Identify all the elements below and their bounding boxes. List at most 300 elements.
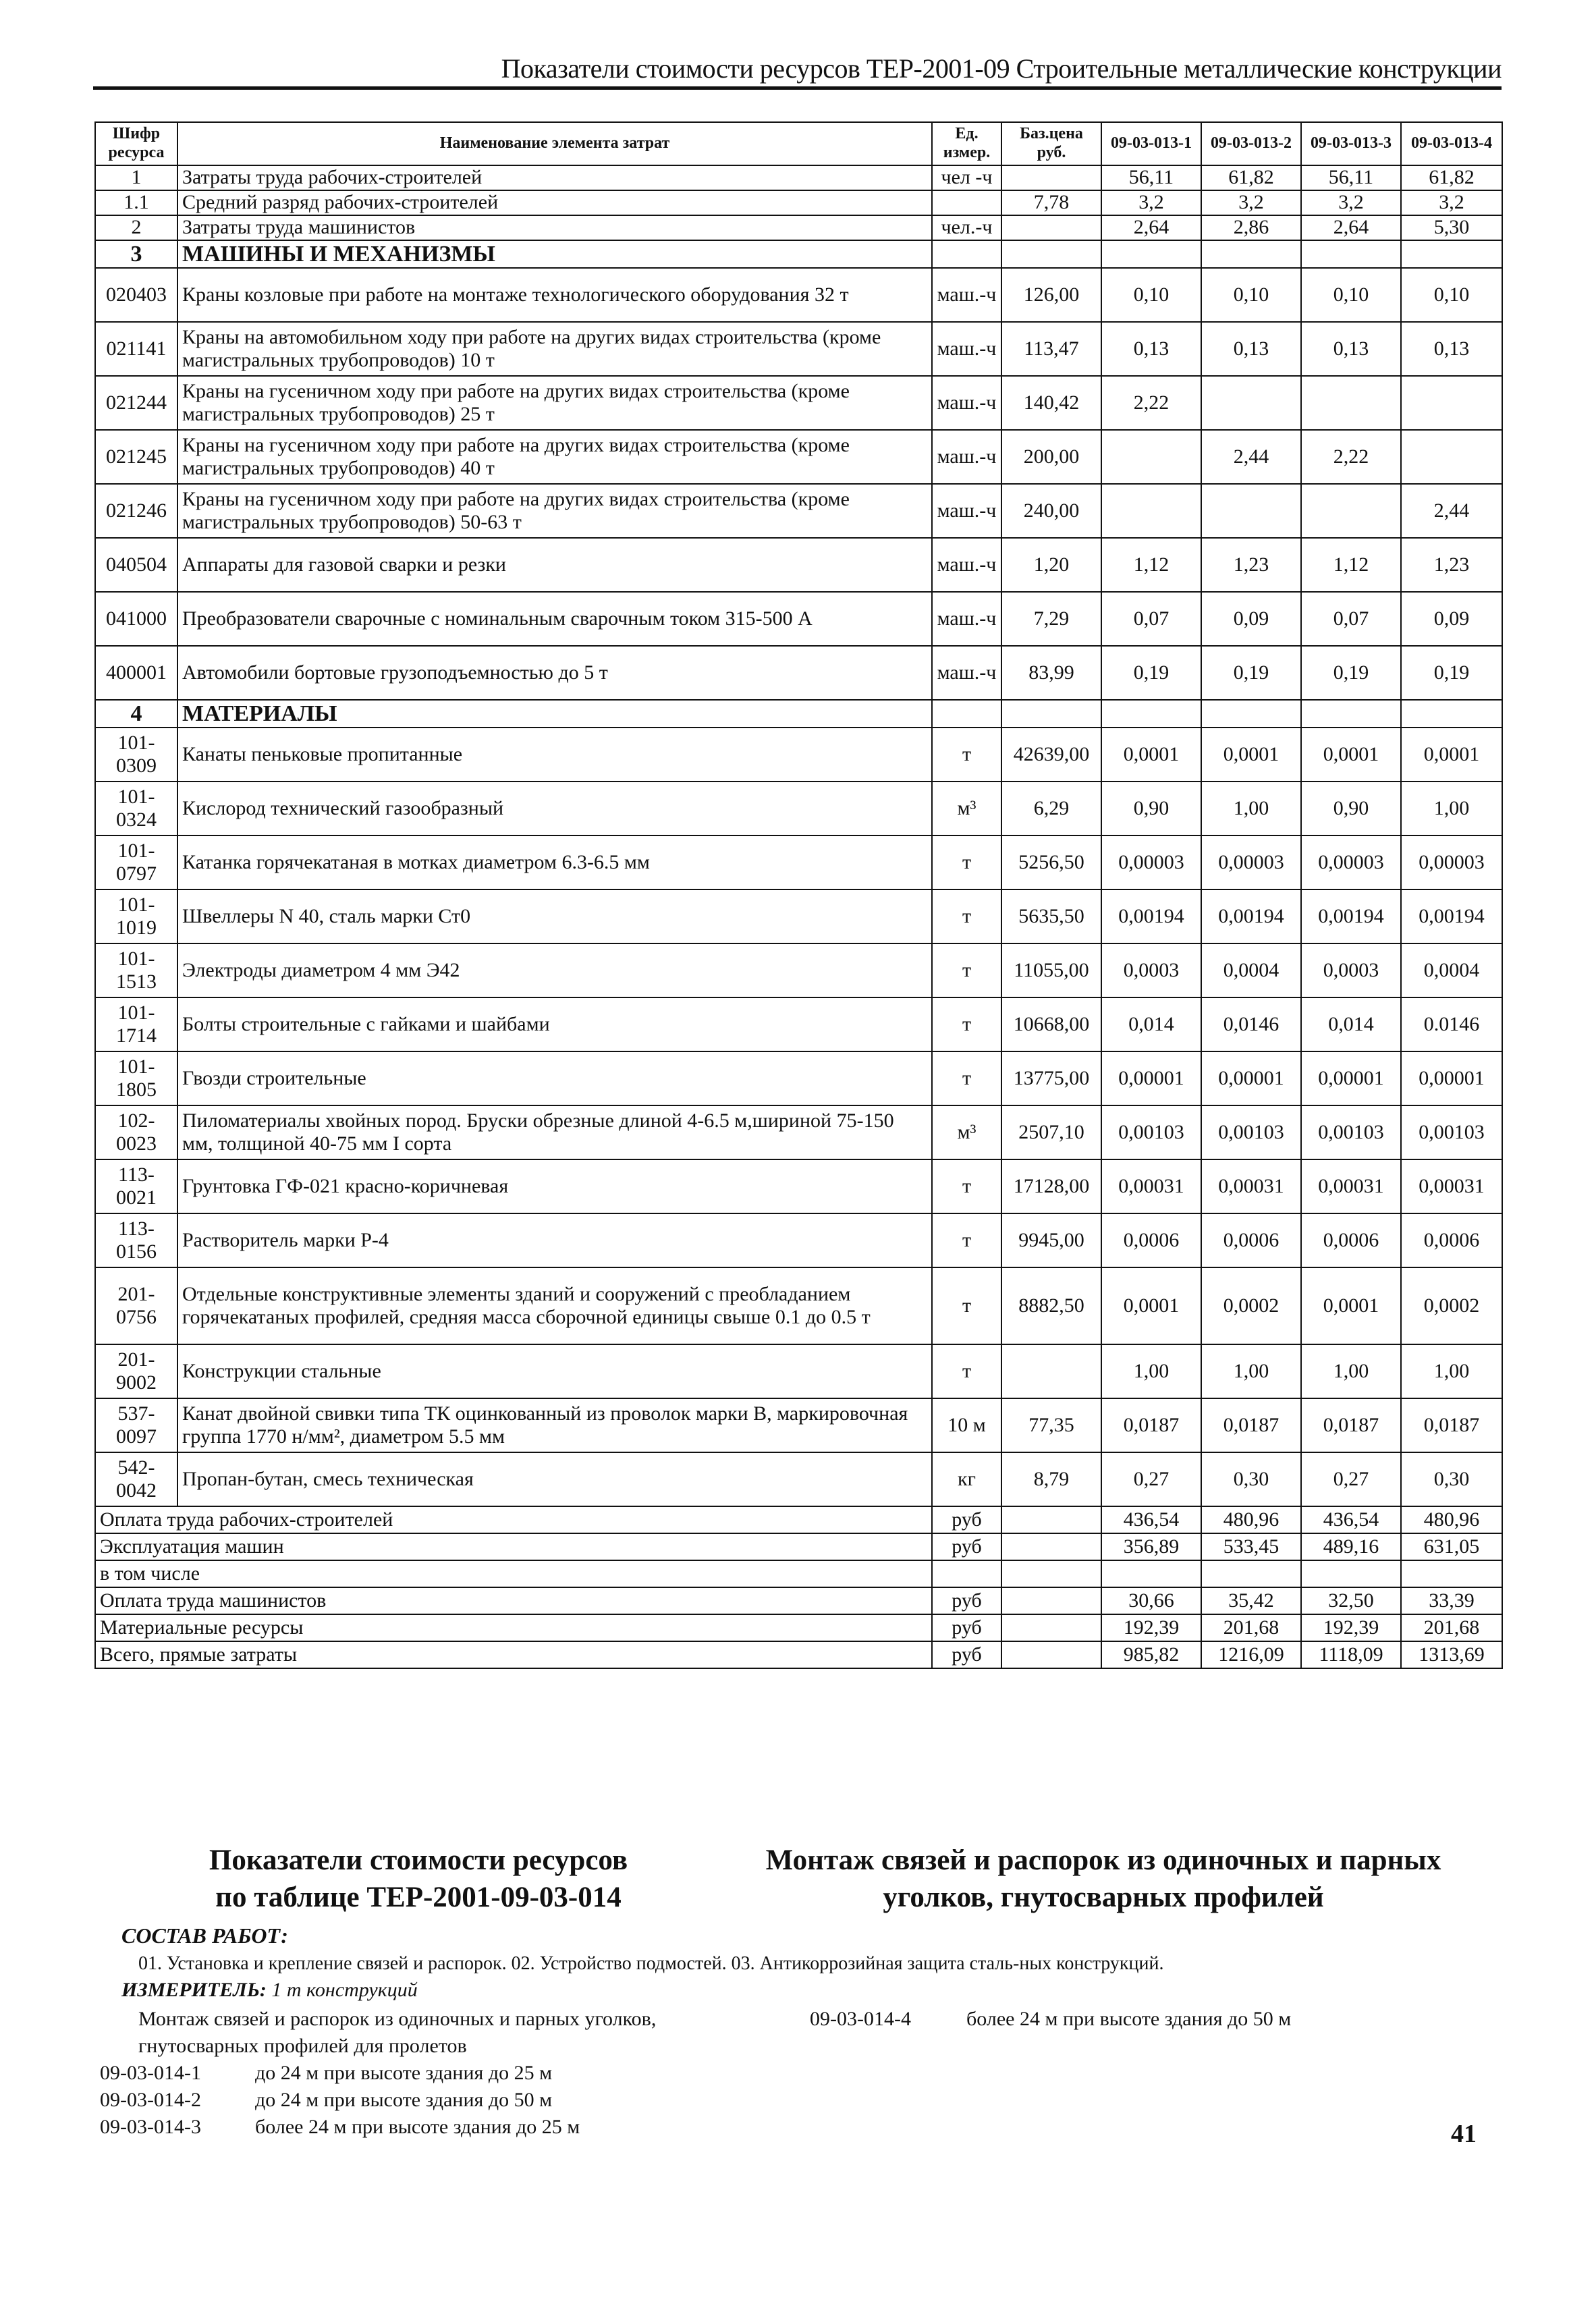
title-right-line-2: уголков, гнутосварных профилей [883, 1881, 1324, 1913]
summary-price [1001, 1587, 1101, 1614]
item-code: 09-03-014-4 [810, 2008, 911, 2030]
value-col-2: 0,13 [1201, 322, 1301, 376]
resource-cost-table [94, 121, 1503, 1669]
header-col-2: 09-03-013-2 [1201, 122, 1301, 165]
summary-name: Оплата труда машинистов [95, 1587, 932, 1614]
value-col-4: 61,82 [1401, 165, 1502, 190]
value-col-1: 0,0001 [1101, 1267, 1201, 1344]
value-col-1: 0,0187 [1101, 1398, 1201, 1452]
resource-name: Болты строительные с гайками и шайбами [177, 997, 932, 1051]
value-col-2: 0,0006 [1201, 1213, 1301, 1267]
value-col-2: 0,0001 [1201, 728, 1301, 782]
value-col-3: 0,0001 [1301, 1267, 1401, 1344]
value-col-3: 0,0003 [1301, 943, 1401, 997]
summary-value-col-1: 30,66 [1101, 1587, 1201, 1614]
resource-code: 542-0042 [95, 1452, 177, 1506]
summary-value-col-2 [1201, 1560, 1301, 1587]
value-col-1: 0,00194 [1101, 889, 1201, 943]
resource-code: 101-0309 [95, 728, 177, 782]
resource-code: 113-0021 [95, 1159, 177, 1213]
table-row [95, 1051, 1502, 1105]
value-col-1: 0,00003 [1101, 835, 1201, 889]
resource-code: 101-1513 [95, 943, 177, 997]
resource-unit: маш.-ч [932, 646, 1001, 700]
resource-name: МАТЕРИАЛЫ [177, 700, 932, 728]
value-col-4: 0,00001 [1401, 1051, 1502, 1105]
measure-label: ИЗМЕРИТЕЛЬ: [121, 1979, 267, 2001]
resource-name: Растворитель марки Р-4 [177, 1213, 932, 1267]
resource-code: 101-1805 [95, 1051, 177, 1105]
summary-price [1001, 1533, 1101, 1560]
resource-name: Гвозди строительные [177, 1051, 932, 1105]
resource-unit: маш.-ч [932, 538, 1001, 592]
base-price: 9945,00 [1001, 1213, 1101, 1267]
table-row [95, 889, 1502, 943]
table-row [95, 376, 1502, 430]
base-price: 5635,50 [1001, 889, 1101, 943]
table-row [95, 1398, 1502, 1452]
summary-value-col-1: 436,54 [1101, 1506, 1201, 1533]
value-col-1: 0,0003 [1101, 943, 1201, 997]
resource-code: 113-0156 [95, 1213, 177, 1267]
value-col-1: 0,19 [1101, 646, 1201, 700]
value-col-4: 0,30 [1401, 1452, 1502, 1506]
value-col-4: 5,30 [1401, 215, 1502, 240]
value-col-4: 0,0006 [1401, 1213, 1502, 1267]
page-number: 41 [1451, 2120, 1477, 2148]
value-col-3: 0,10 [1301, 268, 1401, 322]
value-col-1: 0,27 [1101, 1452, 1201, 1506]
base-price: 11055,00 [1001, 943, 1101, 997]
resource-name: Грунтовка ГФ-021 красно-коричневая [177, 1159, 932, 1213]
item-code: 09-03-014-1 [100, 2062, 201, 2084]
base-price: 83,99 [1001, 646, 1101, 700]
table-row [95, 165, 1502, 190]
resource-unit: маш.-ч [932, 322, 1001, 376]
value-col-1: 0,0006 [1101, 1213, 1201, 1267]
resource-unit: т [932, 728, 1001, 782]
value-col-1: 0,0001 [1101, 728, 1201, 782]
value-col-1 [1101, 484, 1201, 538]
base-price: 8882,50 [1001, 1267, 1101, 1344]
summary-price [1001, 1614, 1101, 1641]
value-col-4: 0,0187 [1401, 1398, 1502, 1452]
summary-price [1001, 1641, 1101, 1668]
summary-value-col-2: 480,96 [1201, 1506, 1301, 1533]
value-col-3 [1301, 484, 1401, 538]
header-col-1: 09-03-013-1 [1101, 122, 1201, 165]
resource-code: 201-9002 [95, 1344, 177, 1398]
value-col-4 [1401, 430, 1502, 484]
base-price: 42639,00 [1001, 728, 1101, 782]
table-row [95, 646, 1502, 700]
value-col-4: 0,0002 [1401, 1267, 1502, 1344]
section-row [95, 240, 1502, 268]
value-col-1: 1,12 [1101, 538, 1201, 592]
value-col-2: 1,00 [1201, 782, 1301, 835]
table-row [95, 728, 1502, 782]
summary-value-col-1: 985,82 [1101, 1641, 1201, 1668]
table-row [95, 268, 1502, 322]
resource-unit: т [932, 997, 1001, 1051]
base-price: 7,78 [1001, 190, 1101, 215]
resource-unit: т [932, 835, 1001, 889]
table-row [95, 190, 1502, 215]
value-col-4: 3,2 [1401, 190, 1502, 215]
resource-name: Краны на гусеничном ходу при работе на других видах строительства (кроме магистральных трубопроводов) 50-63 т [177, 484, 932, 538]
summary-row [95, 1587, 1502, 1614]
resource-name: Швеллеры N 40, сталь марки Ст0 [177, 889, 932, 943]
summary-price [1001, 1506, 1101, 1533]
value-col-3 [1301, 700, 1401, 728]
resource-unit [932, 240, 1001, 268]
header-col-3: 09-03-013-3 [1301, 122, 1401, 165]
resource-code: 101-1714 [95, 997, 177, 1051]
base-price [1001, 1344, 1101, 1398]
header-unit: Ед. измер. [932, 122, 1001, 165]
resource-name: Пропан-бутан, смесь техническая [177, 1452, 932, 1506]
value-col-2 [1201, 240, 1301, 268]
value-col-1: 0,00001 [1101, 1051, 1201, 1105]
summary-name: Оплата труда рабочих-строителей [95, 1506, 932, 1533]
item-text: более 24 м при высоте здания до 25 м [255, 2116, 580, 2138]
value-col-1: 2,22 [1101, 376, 1201, 430]
summary-value-col-4: 33,39 [1401, 1587, 1502, 1614]
resource-unit: кг [932, 1452, 1001, 1506]
resource-unit: т [932, 1159, 1001, 1213]
table-row [95, 592, 1502, 646]
summary-value-col-1: 356,89 [1101, 1533, 1201, 1560]
base-price [1001, 165, 1101, 190]
summary-name: Всего, прямые затраты [95, 1641, 932, 1668]
base-price: 10668,00 [1001, 997, 1101, 1051]
title-right-line-1: Монтаж связей и распорок из одиночных и парных [765, 1844, 1441, 1876]
value-col-3: 0,0001 [1301, 728, 1401, 782]
resource-code: 020403 [95, 268, 177, 322]
resource-code: 101-1019 [95, 889, 177, 943]
table-row [95, 1452, 1502, 1506]
base-price: 126,00 [1001, 268, 1101, 322]
base-price: 8,79 [1001, 1452, 1101, 1506]
value-col-2: 0,00003 [1201, 835, 1301, 889]
value-col-3: 2,64 [1301, 215, 1401, 240]
value-col-3: 0,00001 [1301, 1051, 1401, 1105]
header-rule [93, 86, 1502, 90]
resource-name: Краны на гусеничном ходу при работе на других видах строительства (кроме магистральных трубопроводов) 25 т [177, 376, 932, 430]
resource-unit [932, 700, 1001, 728]
summary-value-col-2: 201,68 [1201, 1614, 1301, 1641]
table-row [95, 484, 1502, 538]
summary-price [1001, 1560, 1101, 1587]
resource-unit: маш.-ч [932, 430, 1001, 484]
resource-name: Краны козловые при работе на монтаже технологического оборудования 32 т [177, 268, 932, 322]
summary-row [95, 1560, 1502, 1587]
value-col-2: 1,00 [1201, 1344, 1301, 1398]
value-col-3: 0,014 [1301, 997, 1401, 1051]
summary-value-col-3: 32,50 [1301, 1587, 1401, 1614]
value-col-3: 3,2 [1301, 190, 1401, 215]
resource-unit [932, 190, 1001, 215]
resource-code: 400001 [95, 646, 177, 700]
value-col-2: 61,82 [1201, 165, 1301, 190]
resource-name: Электроды диаметром 4 мм Э42 [177, 943, 932, 997]
summary-name: в том числе [95, 1560, 932, 1587]
value-col-3: 0,00103 [1301, 1105, 1401, 1159]
value-col-2: 0,00194 [1201, 889, 1301, 943]
value-col-4: 0,19 [1401, 646, 1502, 700]
resource-name: Отдельные конструктивные элементы зданий и сооружений с преобладанием горячекатаных профилей, средняя масса сборочной единицы свыше 0.1 до 0.5 т [177, 1267, 932, 1344]
resource-unit: маш.-ч [932, 484, 1001, 538]
value-col-1: 0,90 [1101, 782, 1201, 835]
resource-code: 021141 [95, 322, 177, 376]
value-col-3: 0,90 [1301, 782, 1401, 835]
item-text: более 24 м при высоте здания до 50 м [966, 2008, 1292, 2030]
resource-name: Преобразователи сварочные с номинальным сварочным током 315-500 А [177, 592, 932, 646]
value-col-1: 0,00031 [1101, 1159, 1201, 1213]
section-row [95, 700, 1502, 728]
resource-code: 101-0324 [95, 782, 177, 835]
summary-value-col-2: 533,45 [1201, 1533, 1301, 1560]
resource-name: Канаты пеньковые пропитанные [177, 728, 932, 782]
value-col-2: 0,09 [1201, 592, 1301, 646]
value-col-2: 3,2 [1201, 190, 1301, 215]
value-col-2 [1201, 700, 1301, 728]
summary-value-col-3: 192,39 [1301, 1614, 1401, 1641]
base-price: 1,20 [1001, 538, 1101, 592]
summary-unit: руб [932, 1506, 1001, 1533]
value-col-3: 0,13 [1301, 322, 1401, 376]
header-name: Наименование элемента затрат [177, 122, 932, 165]
header-price: Баз.цена руб. [1001, 122, 1101, 165]
table-row [95, 1213, 1502, 1267]
resource-code: 021246 [95, 484, 177, 538]
value-col-4: 0,00194 [1401, 889, 1502, 943]
works-text: 01. Установка и крепление связей и распорок. 02. Устройство подмостей. 03. Антикоррозийная защита сталь-ных конструкций. [138, 1953, 1164, 1974]
value-col-4: 1,23 [1401, 538, 1502, 592]
value-col-1 [1101, 430, 1201, 484]
table-body [95, 165, 1502, 1668]
summary-value-col-3: 436,54 [1301, 1506, 1401, 1533]
resource-code: 041000 [95, 592, 177, 646]
measure-value: 1 т конструкций [271, 1979, 418, 2001]
base-price [1001, 215, 1101, 240]
measure-line [121, 1978, 418, 2002]
base-price: 77,35 [1001, 1398, 1101, 1452]
base-price: 17128,00 [1001, 1159, 1101, 1213]
value-col-1 [1101, 700, 1201, 728]
resource-code: 201-0756 [95, 1267, 177, 1344]
resource-unit: м³ [932, 782, 1001, 835]
table-row [95, 538, 1502, 592]
value-col-3: 56,11 [1301, 165, 1401, 190]
description-line-2: гнутосварных профилей для пролетов [138, 2035, 467, 2057]
section-title-right [749, 1842, 1458, 1916]
value-col-1: 0,00103 [1101, 1105, 1201, 1159]
table-row [95, 782, 1502, 835]
value-col-2: 0,10 [1201, 268, 1301, 322]
value-col-2: 2,44 [1201, 430, 1301, 484]
summary-row [95, 1506, 1502, 1533]
value-col-1 [1101, 240, 1201, 268]
item-text: до 24 м при высоте здания до 50 м [255, 2089, 553, 2111]
value-col-1: 0,014 [1101, 997, 1201, 1051]
summary-value-col-1 [1101, 1560, 1201, 1587]
resource-code: 1.1 [95, 190, 177, 215]
value-col-3: 0,0187 [1301, 1398, 1401, 1452]
item-code: 09-03-014-3 [100, 2116, 201, 2138]
summary-value-col-3: 489,16 [1301, 1533, 1401, 1560]
value-col-3: 0,27 [1301, 1452, 1401, 1506]
resource-unit: чел.-ч [932, 215, 1001, 240]
summary-value-col-3 [1301, 1560, 1401, 1587]
value-col-2: 0,30 [1201, 1452, 1301, 1506]
resource-unit: т [932, 1213, 1001, 1267]
value-col-1: 1,00 [1101, 1344, 1201, 1398]
value-col-2: 0,19 [1201, 646, 1301, 700]
resource-name: Автомобили бортовые грузоподъемностью до 5 т [177, 646, 932, 700]
resource-unit: т [932, 889, 1001, 943]
resource-unit: маш.-ч [932, 592, 1001, 646]
base-price: 5256,50 [1001, 835, 1101, 889]
resource-unit: т [932, 1267, 1001, 1344]
table-row [95, 322, 1502, 376]
value-col-2 [1201, 376, 1301, 430]
resource-unit: маш.-ч [932, 376, 1001, 430]
resource-code: 537-0097 [95, 1398, 177, 1452]
value-col-1: 0,10 [1101, 268, 1201, 322]
value-col-2: 0,0187 [1201, 1398, 1301, 1452]
base-price: 7,29 [1001, 592, 1101, 646]
summary-unit: руб [932, 1587, 1001, 1614]
value-col-1: 0,13 [1101, 322, 1201, 376]
resource-unit: т [932, 1051, 1001, 1105]
summary-unit: руб [932, 1614, 1001, 1641]
item-text: до 24 м при высоте здания до 25 м [255, 2062, 553, 2084]
table-row [95, 997, 1502, 1051]
resource-name: Затраты труда рабочих-строителей [177, 165, 932, 190]
value-col-4: 0,00103 [1401, 1105, 1502, 1159]
summary-value-col-4 [1401, 1560, 1502, 1587]
value-col-2: 0,00031 [1201, 1159, 1301, 1213]
description-line-1: Монтаж связей и распорок из одиночных и парных уголков, [138, 2008, 657, 2030]
table-row [95, 430, 1502, 484]
resource-code: 102-0023 [95, 1105, 177, 1159]
value-col-1: 0,07 [1101, 592, 1201, 646]
resource-code: 4 [95, 700, 177, 728]
resource-name: Средний разряд рабочих-строителей [177, 190, 932, 215]
header-code: Шифр ресурса [95, 122, 177, 165]
value-col-3: 0,07 [1301, 592, 1401, 646]
table-row [95, 835, 1502, 889]
value-col-3: 0,0006 [1301, 1213, 1401, 1267]
base-price: 200,00 [1001, 430, 1101, 484]
resource-name: Аппараты для газовой сварки и резки [177, 538, 932, 592]
value-col-4: 0,0001 [1401, 728, 1502, 782]
works-label: СОСТАВ РАБОТ: [121, 1923, 288, 1948]
value-col-3: 0,00194 [1301, 889, 1401, 943]
resource-code: 040504 [95, 538, 177, 592]
value-col-4: 0,0004 [1401, 943, 1502, 997]
value-col-2: 0,00103 [1201, 1105, 1301, 1159]
value-col-4 [1401, 700, 1502, 728]
value-col-4: 1,00 [1401, 1344, 1502, 1398]
value-col-2: 0,0146 [1201, 997, 1301, 1051]
summary-value-col-4: 480,96 [1401, 1506, 1502, 1533]
table-row [95, 1267, 1502, 1344]
base-price: 13775,00 [1001, 1051, 1101, 1105]
title-left-line-2: по таблице ТЕР-2001-09-03-014 [215, 1881, 622, 1913]
value-col-4 [1401, 240, 1502, 268]
base-price: 6,29 [1001, 782, 1101, 835]
value-col-3 [1301, 240, 1401, 268]
summary-unit [932, 1560, 1001, 1587]
summary-value-col-1: 192,39 [1101, 1614, 1201, 1641]
value-col-2: 1,23 [1201, 538, 1301, 592]
resource-unit: т [932, 1344, 1001, 1398]
resource-unit: т [932, 943, 1001, 997]
resource-name: Краны на гусеничном ходу при работе на других видах строительства (кроме магистральных трубопроводов) 40 т [177, 430, 932, 484]
summary-value-col-4: 1313,69 [1401, 1641, 1502, 1668]
summary-value-col-4: 201,68 [1401, 1614, 1502, 1641]
value-col-3: 1,12 [1301, 538, 1401, 592]
resource-name: Конструкции стальные [177, 1344, 932, 1398]
page-header: Показатели стоимости ресурсов ТЕР-2001-09 Строительные металлические конструкции [501, 53, 1502, 84]
summary-unit: руб [932, 1641, 1001, 1668]
resource-name: Затраты труда машинистов [177, 215, 932, 240]
value-col-3: 0,19 [1301, 646, 1401, 700]
table-row [95, 1344, 1502, 1398]
resource-unit: чел -ч [932, 165, 1001, 190]
value-col-4: 0,00031 [1401, 1159, 1502, 1213]
value-col-4: 0,13 [1401, 322, 1502, 376]
value-col-3 [1301, 376, 1401, 430]
resource-name: Краны на автомобильном ходу при работе на других видах строительства (кроме магистральных трубопроводов) 10 т [177, 322, 932, 376]
resource-name: Канат двойной свивки типа ТК оцинкованный из проволок марки В, маркировочная группа 1770 н/мм², диаметром 5.5 мм [177, 1398, 932, 1452]
value-col-3: 0,00031 [1301, 1159, 1401, 1213]
resource-unit: 10 м [932, 1398, 1001, 1452]
value-col-2: 0,0002 [1201, 1267, 1301, 1344]
item-code: 09-03-014-2 [100, 2089, 201, 2111]
summary-name: Эксплуатация машин [95, 1533, 932, 1560]
value-col-2 [1201, 484, 1301, 538]
base-price: 113,47 [1001, 322, 1101, 376]
resource-code: 101-0797 [95, 835, 177, 889]
resource-unit: м³ [932, 1105, 1001, 1159]
value-col-4: 0.0146 [1401, 997, 1502, 1051]
summary-row [95, 1533, 1502, 1560]
summary-value-col-2: 1216,09 [1201, 1641, 1301, 1668]
value-col-2: 2,86 [1201, 215, 1301, 240]
resource-code: 1 [95, 165, 177, 190]
resource-code: 021245 [95, 430, 177, 484]
table-row [95, 1105, 1502, 1159]
value-col-4: 2,44 [1401, 484, 1502, 538]
value-col-3: 1,00 [1301, 1344, 1401, 1398]
summary-name: Материальные ресурсы [95, 1614, 932, 1641]
header-col-4: 09-03-013-4 [1401, 122, 1502, 165]
value-col-2: 0,00001 [1201, 1051, 1301, 1105]
table-row [95, 215, 1502, 240]
summary-value-col-2: 35,42 [1201, 1587, 1301, 1614]
table-row [95, 1159, 1502, 1213]
value-col-1: 56,11 [1101, 165, 1201, 190]
value-col-3: 0,00003 [1301, 835, 1401, 889]
value-col-3: 2,22 [1301, 430, 1401, 484]
resource-name: МАШИНЫ И МЕХАНИЗМЫ [177, 240, 932, 268]
resource-name: Кислород технический газообразный [177, 782, 932, 835]
summary-row [95, 1641, 1502, 1668]
value-col-1: 2,64 [1101, 215, 1201, 240]
